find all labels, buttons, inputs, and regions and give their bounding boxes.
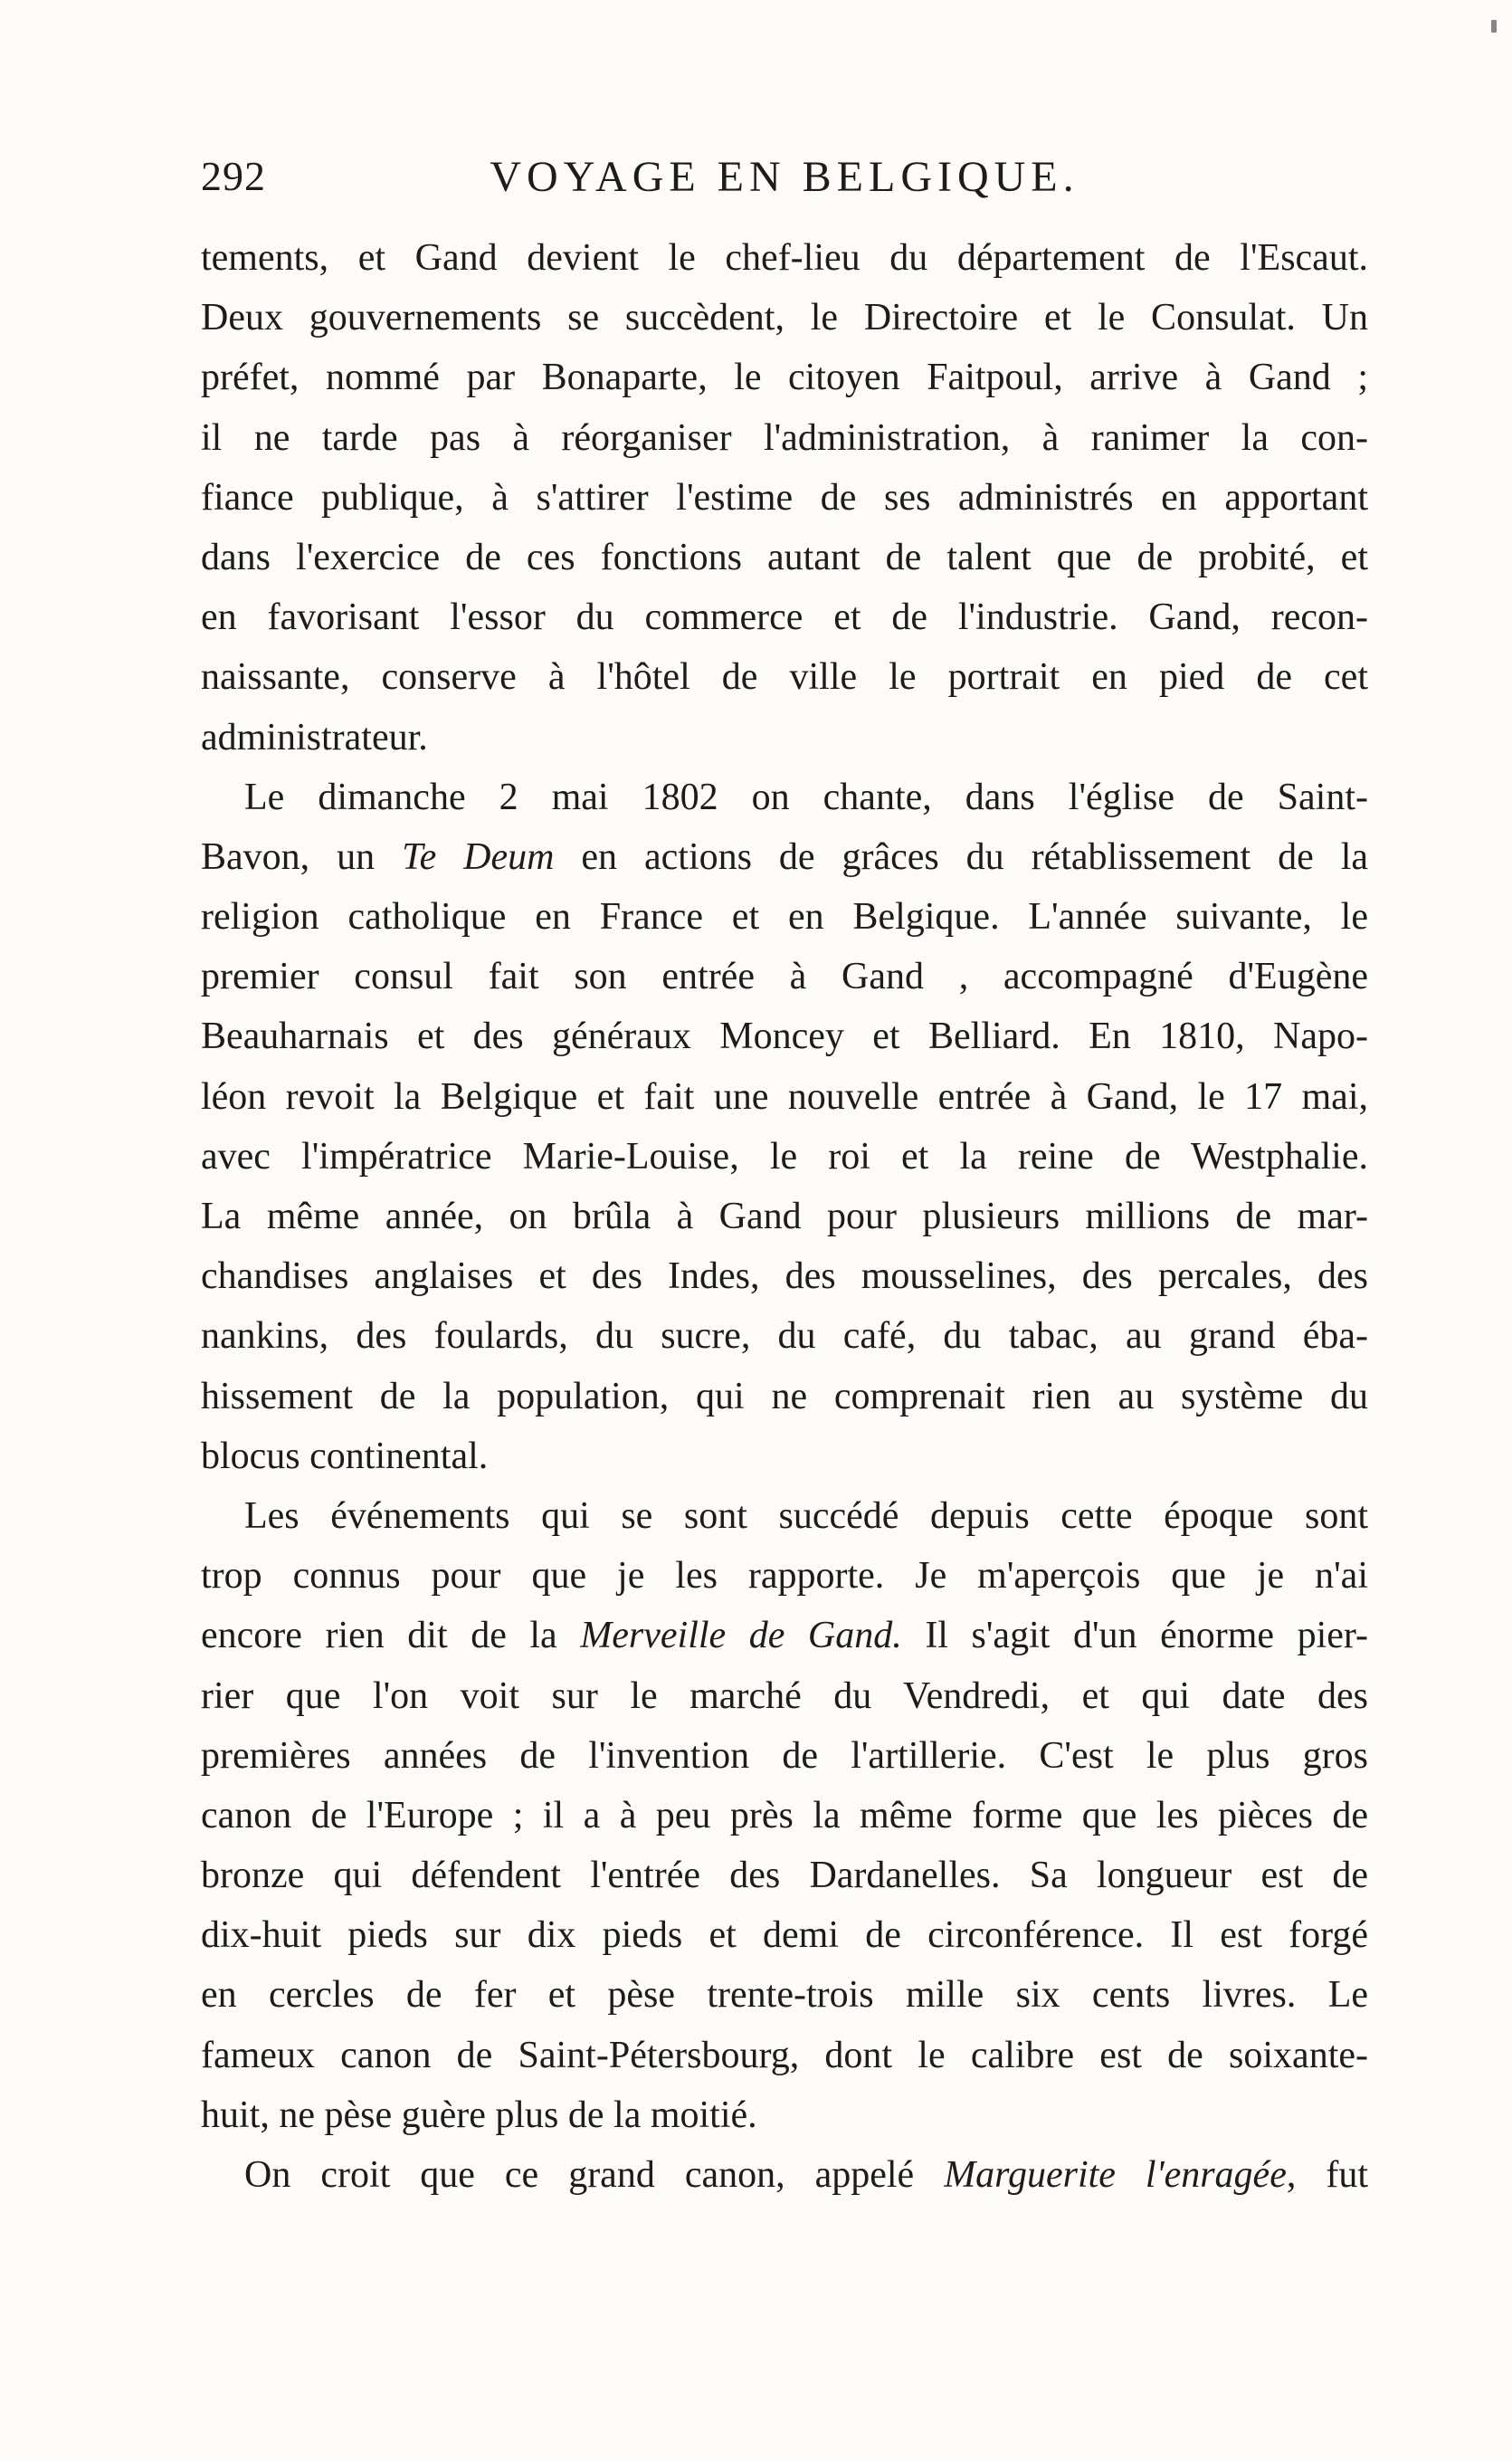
text-line	[201, 827, 1368, 887]
text-line: fameux canon de Saint-Pétersbourg, dont le calibre est de soixante-	[201, 2034, 1368, 2076]
text-line: bronze qui défendent l'entrée des Dardanelles. Sa longueur est de	[201, 1855, 1368, 1897]
text-line: naissante, conserve à l'hôtel de ville le portrait en pied de cet	[201, 656, 1368, 699]
text-line: léon revoit la Belgique et fait une nouvelle entrée à Gand, le 17 mai,	[201, 1075, 1368, 1118]
text-line: Deux gouvernements se succèdent, le Directoire et le Consulat. Un	[201, 297, 1368, 339]
text-line: tements, et Gand devient le chef-lieu du département de l'Escaut.	[201, 237, 1368, 279]
text-run: en actions de grâces du rétablissement de la	[581, 835, 1369, 878]
text-line: religion catholique en France et en Belgique. L'année suivante, le	[201, 896, 1368, 939]
text-line: en favorisant l'essor du commerce et de l'industrie. Gand, recon-	[201, 596, 1368, 639]
text-line: canon de l'Europe ; il a à peu près la même forme que les pièces de	[201, 1794, 1368, 1836]
italic-term: Merveille de Gand.	[580, 1615, 902, 1657]
text-run: Il s'agit d'un énorme pier-	[925, 1615, 1369, 1657]
text-line: administrateur.	[201, 716, 428, 758]
text-line: hissement de la population, qui ne comprenait rien au système du	[201, 1375, 1368, 1417]
text-line: Beauharnais et des généraux Moncey et Belliard. En 1810, Napo-	[201, 1016, 1368, 1058]
text-line: en cercles de fer et pèse trente-trois mille six cents livres. Le	[201, 1974, 1368, 2017]
text-line: nankins, des foulards, du sucre, du café, du tabac, au grand éba-	[201, 1315, 1368, 1358]
text-line: avec l'impératrice Marie-Louise, le roi et la reine de Westphalie.	[201, 1135, 1368, 1178]
text-line: premier consul fait son entrée à Gand , accompagné d'Eugène	[201, 956, 1368, 998]
text-line: La même année, on brûla à Gand pour plusieurs millions de mar-	[201, 1196, 1368, 1237]
margin-mark	[1491, 20, 1497, 33]
text-run: Bavon, un	[201, 835, 376, 878]
text-line: trop connus pour que je les rapporte. Je m'aperçois que je n'ai	[201, 1555, 1368, 1598]
running-title: VOYAGE EN BELGIQUE.	[490, 153, 1079, 201]
text-line: dix-huit pieds sur dix pieds et demi de circonférence. Il est forgé	[201, 1914, 1368, 1957]
body-text	[201, 228, 1368, 2205]
text-line: Le dimanche 2 mai 1802 on chante, dans l'église de Saint-	[244, 776, 1368, 818]
page-number: 292	[201, 153, 266, 199]
text-line: il ne tarde pas à réorganiser l'administration, à ranimer la con-	[201, 416, 1368, 459]
italic-term: Te Deum	[402, 835, 555, 878]
italic-term: Marguerite l'enragée	[944, 2154, 1287, 2196]
text-line: Les événements qui se sont succédé depuis cette époque sont	[244, 1494, 1368, 1537]
text-line: huit, ne pèse guère plus de la moitié.	[201, 2094, 757, 2136]
text-line: fiance publique, à s'attirer l'estime de ses administrés en apportant	[201, 476, 1368, 519]
text-line: préfet, nommé par Bonaparte, le citoyen Faitpoul, arrive à Gand ;	[201, 357, 1368, 399]
text-run: On croit que ce grand canon, appelé	[244, 2154, 915, 2196]
text-run: encore rien dit de la	[201, 1615, 557, 1657]
text-line: blocus continental.	[201, 1435, 489, 1477]
text-run: , fut	[1286, 2154, 1368, 2196]
page-header	[201, 152, 1368, 215]
text-line	[201, 1606, 1368, 1665]
text-line: rier que l'on voit sur le marché du Vendredi, et qui date des	[201, 1674, 1368, 1717]
text-line: premières années de l'invention de l'artillerie. C'est le plus gros	[201, 1734, 1368, 1777]
text-line: dans l'exercice de ces fonctions autant de talent que de probité, et	[201, 536, 1368, 578]
text-line	[201, 2145, 1368, 2205]
text-line: chandises anglaises et des Indes, des mousselines, des percales, des	[201, 1255, 1368, 1298]
